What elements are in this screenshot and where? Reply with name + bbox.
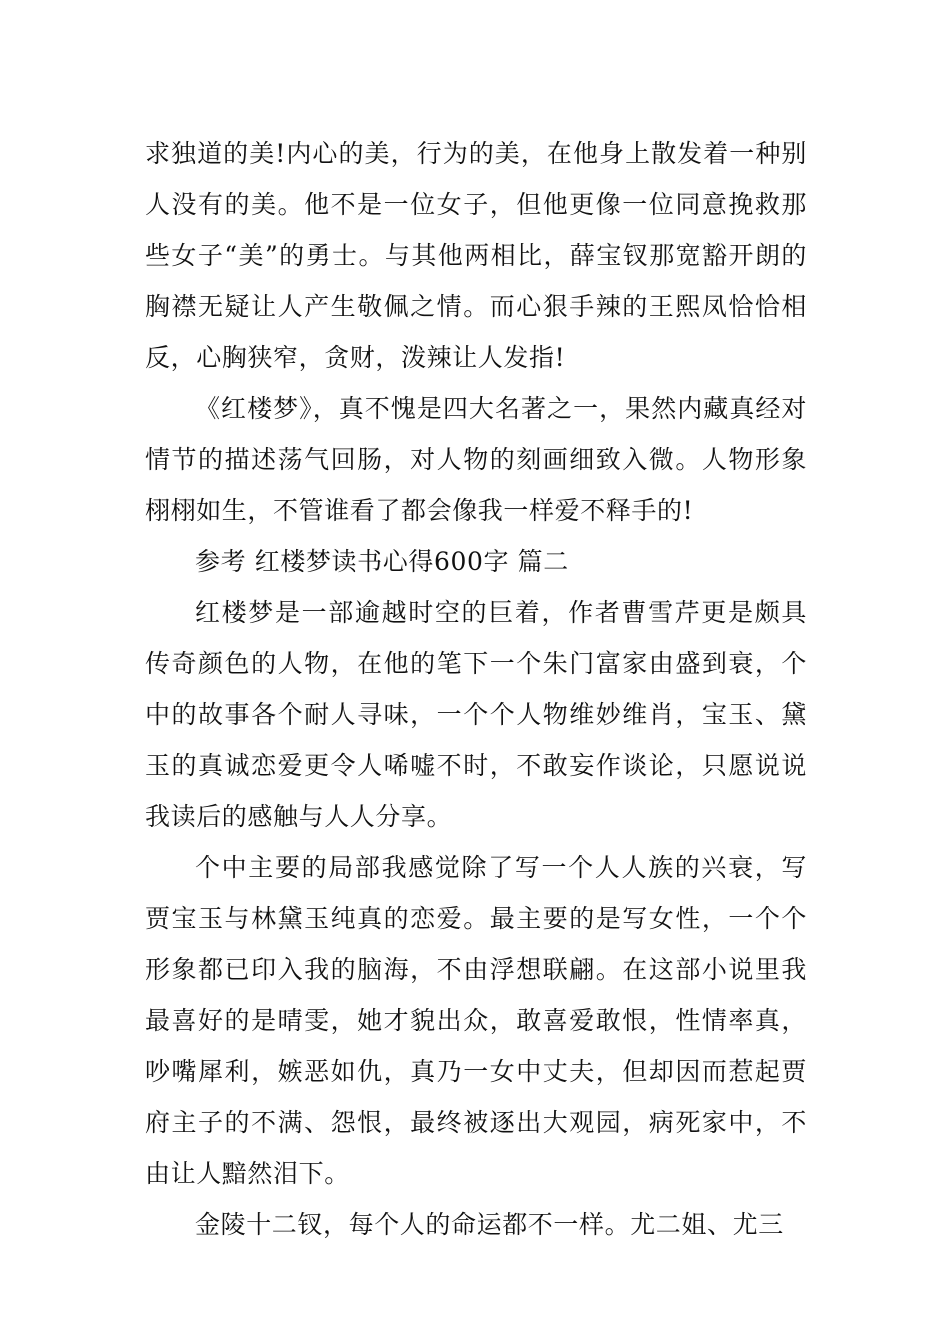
paragraph-2: 《红楼梦》，真不愧是四大名著之一，果然内藏真经对情节的描述荡气回肠，对人物的刻画细致入微。人物形象栩栩如生，不管谁看了都会像我一样爱不释手的!: [145, 394, 807, 525]
paragraph-3: 红楼梦是一部逾越时空的巨着，作者曹雪芹更是颇具传奇颜色的人物，在他的笔下一个朱门富家由盛到衰，个中的故事各个耐人寻味，一个个人物维妙维肖，宝玉、黛玉的真诚恋爱更令人唏嘘不时，不敢妄作谈论，只愿说说我读后的感触与人人分享。: [145, 598, 807, 831]
document-body: [145, 128, 807, 1250]
paragraph-5: 金陵十二钗，每个人的命运都不一样。尤二姐、尤三: [195, 1210, 784, 1239]
section-heading: 参考 红楼梦读书心得600字 篇二: [195, 547, 569, 576]
paragraph-1: 求独道的美!内心的美，行为的美，在他身上散发着一种别人没有的美。他不是一位女子，但他更像一位同意挽救那些女子“美”的勇士。与其他两相比，薛宝钗那宽豁开朗的胸襟无疑让人产生敬佩之情。而心狠手辣的王熙凤恰恰相反，心胸狭窄，贪财，泼辣让人发指!: [145, 139, 807, 372]
paragraph-4: 个中主要的局部我感觉除了写一个人人族的兴衰，写贾宝玉与林黛玉纯真的恋爱。最主要的是写女性，一个个形象都已印入我的脑海，不由浮想联翩。在这部小说里我最喜好的是晴雯，她才貌出众，敢喜爱敢恨，性情率真，吵嘴犀利，嫉恶如仇，真乃一女中丈夫，但却因而惹起贾府主子的不满、怨恨，最终被逐出大观园，病死家中，不由让人黯然泪下。: [145, 853, 807, 1188]
